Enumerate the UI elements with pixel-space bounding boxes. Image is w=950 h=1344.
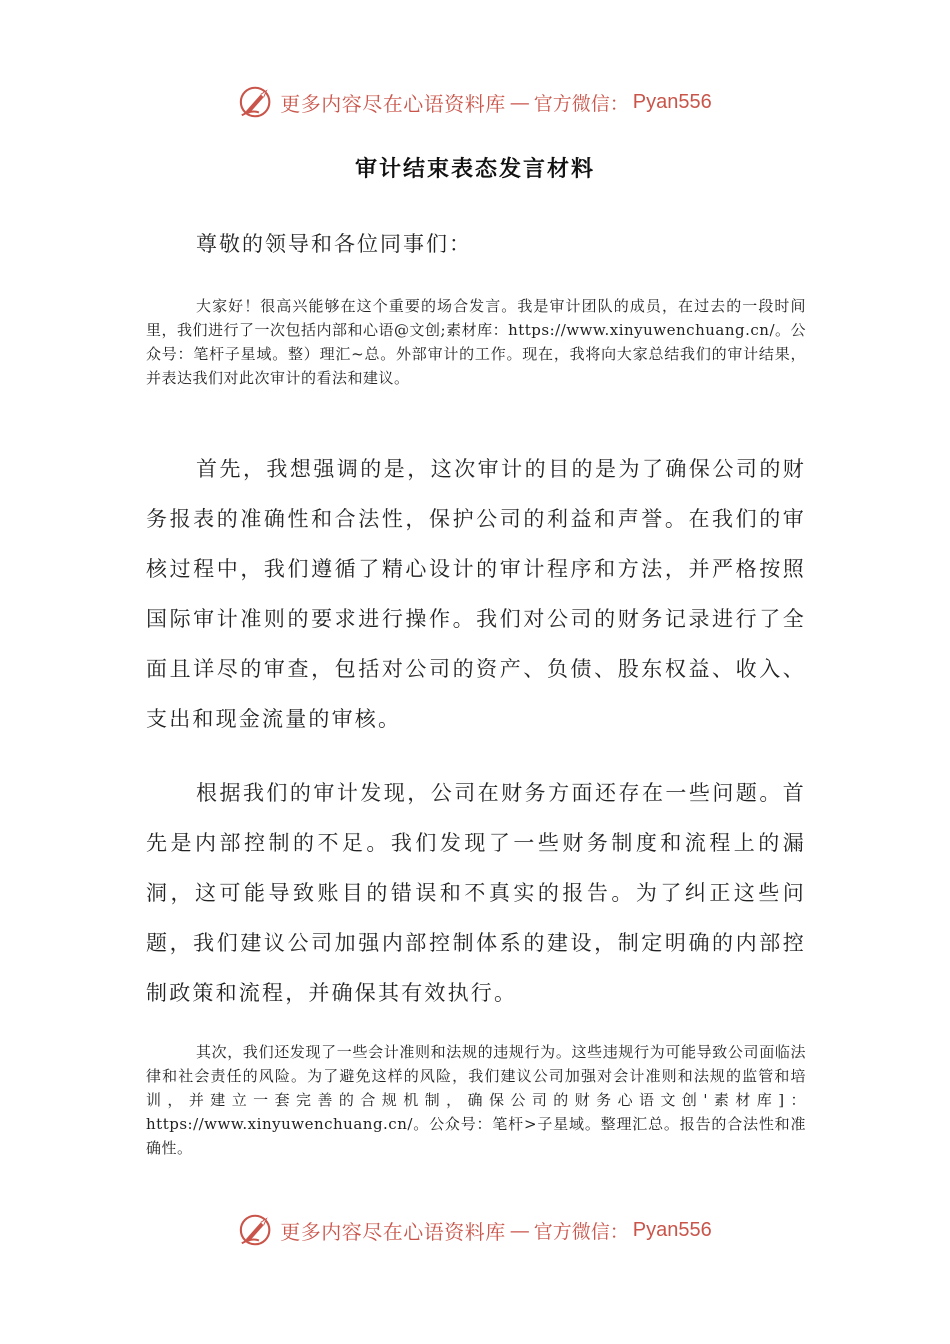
- banner-text: 更多内容尽在心语资料库: [280, 91, 506, 116]
- paragraph-purpose: 首先，我想强调的是，这次审计的目的是为了确保公司的财务报表的准确性和合法性，保护公司的利益和声誉。在我们的审核过程中，我们遵循了精心设计的审计程序和方法，并严格按照国际审计准则的要求进行操作。我们对公司的财务记录进行了全面且详尽的审查，包括对公司的资产、负债、股东权益、收入、支出和现金流量的审核。: [146, 457, 806, 731]
- banner-separator: —: [509, 90, 530, 114]
- pen-nib-logo-icon: [238, 1211, 276, 1249]
- salutation: 尊敬的领导和各位同事们：: [196, 232, 472, 256]
- banner-wechat-id: Pyan556: [632, 90, 712, 113]
- header-banner: [0, 80, 950, 124]
- banner-wechat-id: Pyan556: [632, 1218, 712, 1241]
- paragraph-violations: 其次，我们还发现了一些会计准则和法规的违规行为。这些违规行为可能导致公司面临法律和社会责任的风险。为了避免这样的风险，我们建议公司加强对会计准则和法规的监管和培训，并建立一套完善的合规机制，确保公司的财务心语文创'素材库]：https://www.xinyuwenchuang.cn/。公众号：笔杆>子星域。整理汇总。报告的合法性和准确性。: [146, 1043, 806, 1157]
- footer-banner: [0, 1208, 950, 1252]
- document-title: 审计结束表态发言材料: [354, 157, 595, 182]
- banner-wechat-label: 官方微信：: [533, 92, 629, 115]
- paragraph-intro: 大家好！很高兴能够在这个重要的场合发言。我是审计团队的成员，在过去的一段时间里，我们进行了一次包括内部和心语@文创;素材库：https://www.xinyuwenchuang.cn/。公众号：笔杆子星域。整）理汇~总。外部审计的工作。现在，我将向大家总结我们的审计结果，并表达我们对此次审计的看法和建议。: [146, 297, 806, 387]
- paragraph-findings: 根据我们的审计发现，公司在财务方面还存在一些问题。首先是内部控制的不足。我们发现了一些财务制度和流程上的漏洞，这可能导致账目的错误和不真实的报告。为了纠正这些问题，我们建议公司加强内部控制体系的建设，制定明确的内部控制政策和流程，并确保其有效执行。: [146, 781, 806, 1005]
- banner-separator: —: [509, 1218, 530, 1242]
- banner-text: 更多内容尽在心语资料库: [280, 1219, 506, 1244]
- banner-wechat-label: 官方微信：: [533, 1220, 629, 1243]
- pen-nib-logo-icon: [238, 83, 276, 121]
